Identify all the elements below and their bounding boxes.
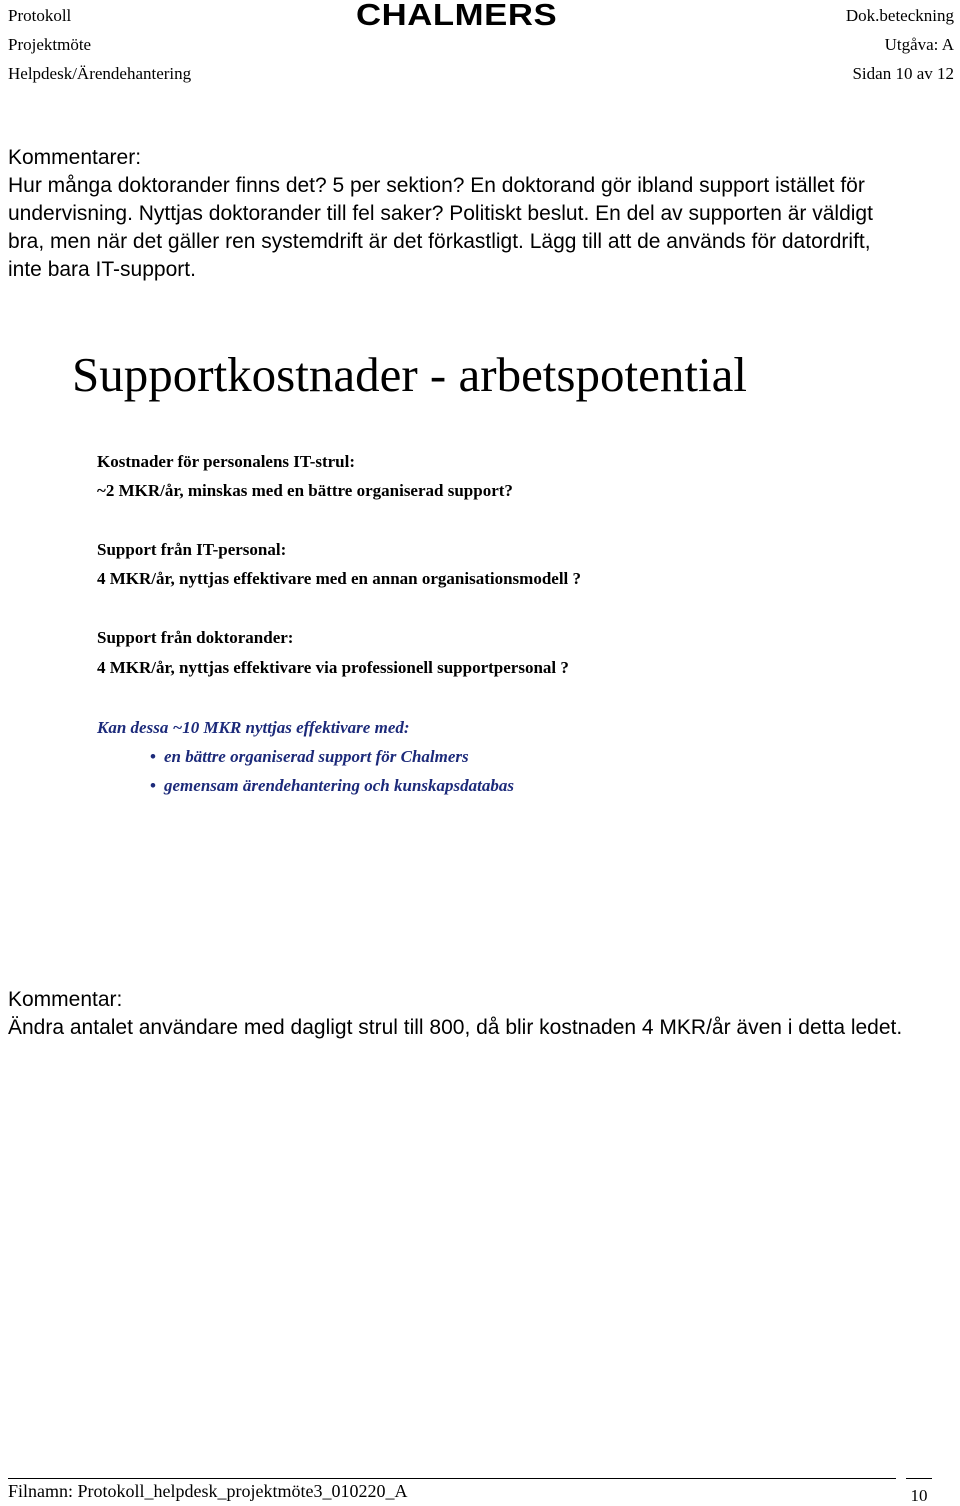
header-subject: Helpdesk/Ärendehantering	[8, 64, 192, 83]
footer-divider	[8, 1478, 896, 1479]
bullet-item	[150, 775, 514, 797]
bullet-dot-icon: •	[150, 747, 156, 766]
comment-text: Ändra antalet användare med dagligt strul till 800, då blir kostnaden 4 MKR/år även i detta ledet.	[8, 1016, 903, 1039]
section-heading: Support från IT-personal:	[97, 540, 287, 559]
logo-text: CHALMERS	[356, 0, 558, 32]
comment-text: Hur många doktorander finns det? 5 per sektion? En doktorand gör ibland support istället för undervisning. Nyttjas doktorander till fel saker? Politiskt beslut. En del av supporten är väldigt bra, men när det gäller ren systemdrift är det förkastligt. Lägg till att de används för datordrift, inte bara IT-support.	[8, 174, 873, 281]
header-doc-id: Dok.beteckning	[845, 6, 954, 25]
header-protocol: Protokoll	[8, 6, 72, 25]
section-detail: 4 MKR/år, nyttjas effektivare via professionell supportpersonal ?	[97, 658, 569, 677]
header-edition: Utgåva: A	[884, 35, 954, 54]
section-heading: Support från doktorander:	[97, 628, 294, 647]
header-meeting-type: Projektmöte	[8, 35, 92, 54]
comment-block-1	[8, 144, 908, 284]
slide-title: Supportkostnader - arbetspotential	[72, 347, 747, 402]
bullet-dot-icon: •	[150, 776, 156, 795]
section-detail: 4 MKR/år, nyttjas effektivare med en annan organisationsmodell ?	[97, 569, 582, 588]
bullet-item	[150, 746, 469, 768]
comment-block-2	[8, 986, 948, 1042]
slide-question: Kan dessa ~10 MKR nyttjas effektivare med:	[97, 718, 410, 737]
section-detail: ~2 MKR/år, minskas med en bättre organiserad support?	[97, 481, 513, 500]
bullet-text: gemensam ärendehantering och kunskapsdatabas	[164, 776, 514, 795]
header-page: Sidan 10 av 12	[852, 64, 954, 83]
chalmers-logo	[356, 0, 578, 32]
comment-label: Kommentarer:	[8, 146, 142, 169]
bullet-text: en bättre organiserad support för Chalmers	[164, 747, 469, 766]
comment-label: Kommentar:	[8, 988, 123, 1011]
section-heading: Kostnader för personalens IT-strul:	[97, 452, 356, 471]
footer-filename: Filnamn: Protokoll_helpdesk_projektmöte3_010220_A	[8, 1481, 408, 1501]
footer-page-number: 10	[910, 1486, 928, 1505]
footer-page-divider	[906, 1478, 932, 1479]
